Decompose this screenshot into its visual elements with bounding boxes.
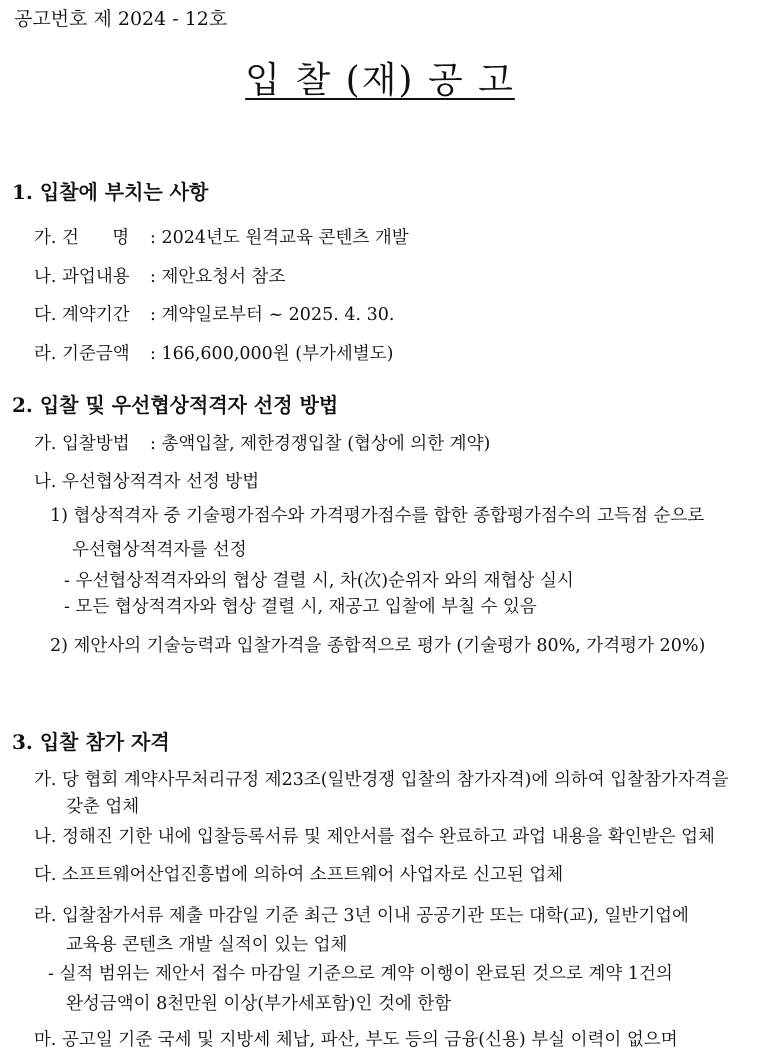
s1-item-label: 라. 기준금액 [34, 344, 130, 364]
section-1-heading: 1. 입찰에 부치는 사항 [12, 180, 209, 204]
s3-ma-line1: 마. 공고일 기준 국세 및 지방세 체납, 파산, 부도 등의 금융(신용) 부실 이력이 없으며 [34, 1030, 678, 1050]
s1-item-name [34, 224, 409, 249]
title-text: 입 찰 (재) 공 고 [245, 60, 515, 101]
s2-bid-method [34, 430, 490, 455]
s3-ga-line1: 가. 당 협회 계약사무처리규정 제23조(일반경쟁 입찰의 참가자격)에 의하여 입찰참가자격을 [34, 770, 729, 790]
s3-ra-line2: 교육용 콘텐츠 개발 실적이 있는 업체 [66, 935, 348, 955]
s1-item-value: : 제안요청서 참조 [150, 267, 286, 287]
s1-item-value: : 2024년도 원격교육 콘텐츠 개발 [150, 228, 409, 248]
s1-item-label: 나. 과업내용 [34, 267, 130, 287]
notice-number: 공고번호 제 2024 - 12호 [14, 8, 228, 30]
s3-ra-dash-line1: - 실적 범위는 제안서 접수 마감일 기준으로 계약 이행이 완료된 것으로 계약 1건의 [48, 964, 673, 984]
s1-item-amount [34, 340, 393, 365]
s3-na: 나. 정해진 기한 내에 입찰등록서류 및 제안서를 접수 완료하고 과업 내용을 확인받은 업체 [34, 827, 715, 847]
s3-da: 다. 소프트웨어산업진흥법에 의하여 소프트웨어 사업자로 신고된 업체 [34, 865, 564, 885]
s2-rule-1-line2: 우선협상적격자를 선정 [72, 540, 247, 560]
section-3-heading: 3. 입찰 참가 자격 [12, 730, 170, 754]
s2-dash-2: - 모든 협상적격자와 협상 결렬 시, 재공고 입찰에 부칠 수 있음 [64, 597, 537, 617]
section-2-heading: 2. 입찰 및 우선협상적격자 선정 방법 [12, 393, 339, 417]
s1-item-scope [34, 263, 285, 288]
s2-rule-1-line1: 1) 협상적격자 중 기술평가점수와 가격평가점수를 합한 종합평가점수의 고득점 순으로 [50, 506, 705, 526]
s3-ra-dash-line2: 완성금액이 8천만원 이상(부가세포함)인 것에 한함 [66, 994, 452, 1014]
s2-bid-method-label: 가. 입찰방법 [34, 434, 130, 454]
s1-item-value: : 166,600,000원 (부가세별도) [150, 344, 394, 364]
s3-ra-line1: 라. 입찰참가서류 제출 마감일 기준 최근 3년 이내 공공기관 또는 대학(교), 일반기업에 [34, 906, 689, 926]
s1-item-label: 다. 계약기간 [34, 305, 130, 325]
s2-bid-method-value: : 총액입찰, 제한경쟁입찰 (협상에 의한 계약) [150, 434, 491, 454]
s2-dash-1: - 우선협상적격자와의 협상 결렬 시, 차(次)순위자 와의 재협상 실시 [64, 571, 574, 591]
s2-rule-2: 2) 제안사의 기술능력과 입찰가격을 종합적으로 평가 (기술평가 80%, 가격평가 20%) [50, 636, 706, 656]
s1-item-label: 가. 건 명 [34, 228, 130, 248]
s1-item-value: : 계약일로부터 ~ 2025. 4. 30. [150, 305, 395, 325]
s1-item-period [34, 301, 394, 326]
page-title [0, 52, 760, 103]
s2-selection-method: 나. 우선협상적격자 선정 방법 [34, 472, 260, 492]
s3-ga-line2: 갖춘 업체 [66, 797, 140, 817]
